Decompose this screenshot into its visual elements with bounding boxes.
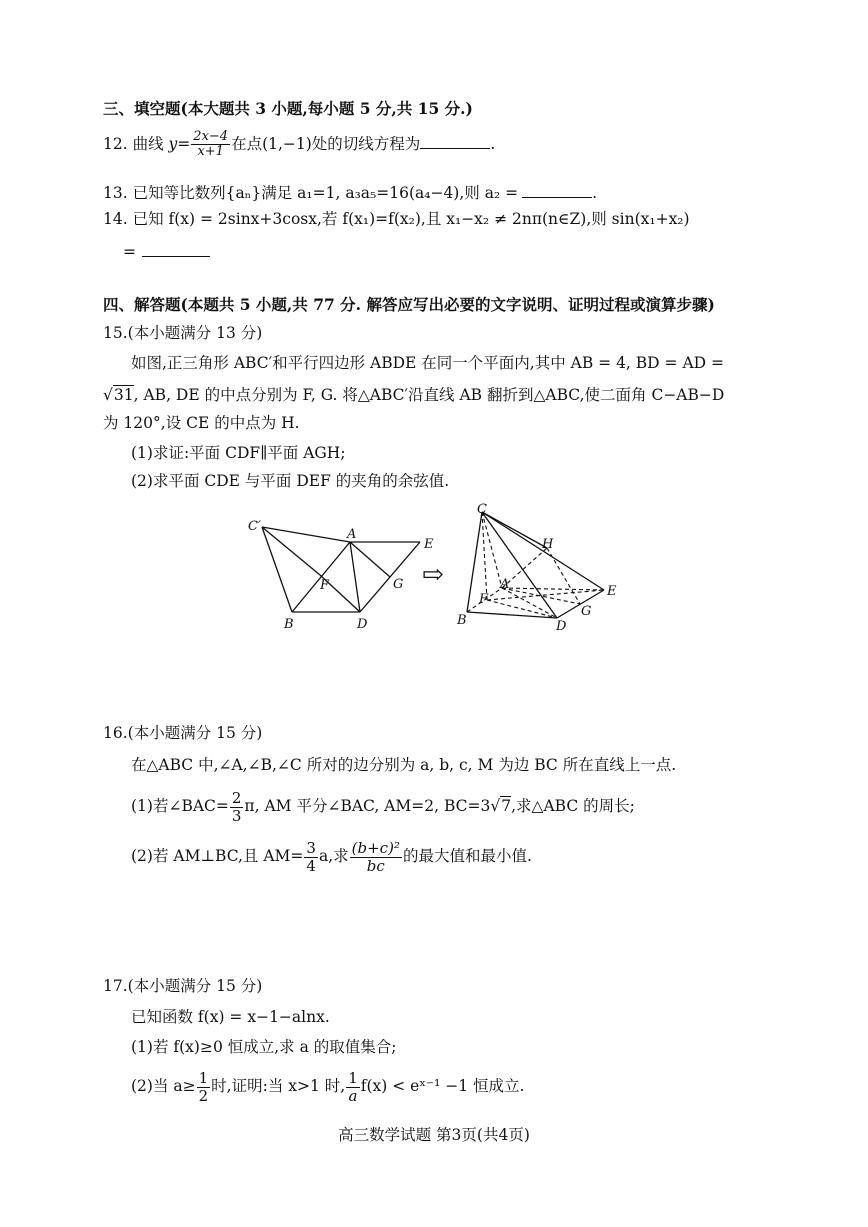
fig1-label-e: E <box>424 537 434 552</box>
fig1-label-c1: C′ <box>248 519 261 534</box>
q15-sub-1: (1)求证:平面 CDF∥平面 AGH; <box>131 444 346 462</box>
q17-sub-2-mid: 时,证明:当 x>1 时, <box>211 1077 346 1095</box>
fig2-label-h: H <box>542 537 554 552</box>
q12-frac-num: 2x−4 <box>193 129 229 144</box>
q13-answer-blank[interactable] <box>522 183 592 198</box>
q17-sub-2-frac-num: 1 <box>198 1069 209 1087</box>
q16-sub-1-pre: (1)若∠BAC= <box>131 797 229 815</box>
q16-sub-2 <box>131 840 532 874</box>
q15-header: 15.(本小题满分 13 分) <box>103 324 263 342</box>
q12-pre: 曲线 <box>132 134 169 153</box>
q16-sub-2-mid: a,求 <box>318 847 349 865</box>
fig1-label-f: F <box>320 578 330 593</box>
q15-para-1: 如图,正三角形 ABC′和平行四边形 ABDE 在同一个平面内,其中 AB = 4, BD = AD = <box>131 354 724 372</box>
q15-para-2-rest: , AB, DE 的中点分别为 F, G. 将△ABC′沿直线 AB 翻折到△ABC,使二面角 C−AB−D <box>133 386 725 404</box>
q16-header: 16.(本小题满分 15 分) <box>103 724 263 742</box>
fig2-label-e: E <box>607 584 617 599</box>
q13-end: . <box>592 184 598 202</box>
q16-sub-1-post: ,求△ABC 的周长; <box>511 797 635 815</box>
q16-para-1: 在△ABC 中,∠A,∠B,∠C 所对的边分别为 a, b, c, M 为边 BC 所在直线上一点. <box>131 756 677 774</box>
q16-sub-2-post: 的最大值和最小值. <box>402 847 532 865</box>
q12-end: . <box>490 134 496 153</box>
fig2-label-c: C <box>477 502 487 517</box>
fig2-label-d: D <box>556 619 567 634</box>
fig2-label-f: F <box>479 592 489 607</box>
q14-answer-blank[interactable] <box>142 242 210 257</box>
fold-arrow-icon: ⇨ <box>422 560 444 590</box>
question-13 <box>103 183 597 203</box>
q17-sub-2-fraction <box>197 1070 211 1104</box>
q16-sub-2-frac-num: 3 <box>306 839 316 857</box>
q16-sub-2-frac-den: 4 <box>306 856 316 875</box>
question-14-line2 <box>123 242 210 262</box>
q15-sub-2: (2)求平面 CDE 与平面 DEF 的夹角的余弦值. <box>131 472 450 490</box>
page-footer: 高三数学试题 第3页(共4页) <box>338 1126 530 1144</box>
q17-sub-2-frac2-den: a <box>348 1086 358 1105</box>
q12-answer-blank[interactable] <box>420 134 490 149</box>
fig2-label-a: A <box>500 577 510 592</box>
fig2-label-b: B <box>457 613 467 628</box>
q17-sub-2 <box>131 1070 524 1104</box>
q12-post: 在点(1,−1)处的切线方程为 <box>231 134 421 153</box>
q12-fraction <box>191 130 230 160</box>
fig1-label-g: G <box>393 577 404 592</box>
q14-eq: = <box>123 243 136 261</box>
section4-heading: 四、解答题(本题共 5 小题,共 77 分. 解答应写出必要的文字说明、证明过程或演算步骤) <box>103 295 715 314</box>
q16-sub-2-frac2-den: bc <box>366 856 385 875</box>
q16-sub-2-pre: (2)若 AM⊥BC,且 AM= <box>131 847 304 865</box>
q12-number: 12. <box>103 134 128 153</box>
q15-figure-flat <box>240 510 450 635</box>
q15-para-2: √31, AB, DE 的中点分别为 F, G. 将△ABC′沿直线 AB 翻折到△ABC,使二面角 C−AB−D <box>103 386 725 404</box>
q17-sub-2-fraction-2 <box>346 1070 360 1104</box>
q15-sqrt-31: 31 <box>113 386 134 404</box>
q12-frac-den: x+1 <box>197 144 224 160</box>
q16-sub-1-frac-num: 2 <box>231 789 242 807</box>
q15-para-3: 为 120°,设 CE 的中点为 H. <box>103 414 300 432</box>
q16-sub-2-fraction-2 <box>350 840 402 874</box>
fig1-label-d: D <box>357 617 368 632</box>
q17-sub-2-post: f(x) < eˣ⁻¹ −1 恒成立. <box>360 1077 525 1095</box>
q16-sub-1-fraction <box>230 790 244 824</box>
q16-sub-1-mid: π, AM 平分∠BAC, AM=2, BC=3 <box>244 797 491 815</box>
q16-sub-2-frac2-num: (b+c)² <box>351 839 400 857</box>
q17-para-1: 已知函数 f(x) = x−1−alnx. <box>131 1008 330 1026</box>
q16-sub-1-frac-den: 3 <box>231 806 242 825</box>
q15-figure-folded <box>452 500 632 635</box>
q17-sub-1: (1)若 f(x)≥0 恒成立,求 a 的取值集合; <box>131 1038 397 1056</box>
fig1-label-b: B <box>284 617 294 632</box>
q17-sub-2-frac2-num: 1 <box>348 1069 358 1087</box>
q16-sub-1-sqrt: 7 <box>501 797 512 815</box>
fig2-label-g: G <box>581 604 592 619</box>
q12-y: y <box>168 134 178 153</box>
q13-text: 13. 已知等比数列{aₙ}满足 a₁=1, a₃a₅=16(a₄−4),则 a₂ = <box>103 184 519 202</box>
section3-heading: 三、填空题(本大题共 3 小题,每小题 5 分,共 15 分.) <box>103 99 473 118</box>
q17-sub-2-pre: (2)当 a≥ <box>131 1077 196 1095</box>
q16-sub-2-fraction <box>304 840 318 874</box>
fig1-label-a: A <box>347 527 357 542</box>
question-12 <box>103 130 495 160</box>
q12-eq: = <box>177 134 191 153</box>
q17-header: 17.(本小题满分 15 分) <box>103 977 263 995</box>
q16-sub-1: (1)若∠BAC= $\frac{2}{3}$ π, AM 平分∠BAC, AM=2, BC=3√7,求△ABC 的周长; <box>131 789 635 825</box>
question-14-line1: 14. 已知 f(x) = 2sinx+3cosx,若 f(x₁)=f(x₂),且 x₁−x₂ ≠ 2nπ(n∈Z),则 sin(x₁+x₂) <box>103 210 690 228</box>
q17-sub-2-frac-den: 2 <box>198 1086 209 1105</box>
